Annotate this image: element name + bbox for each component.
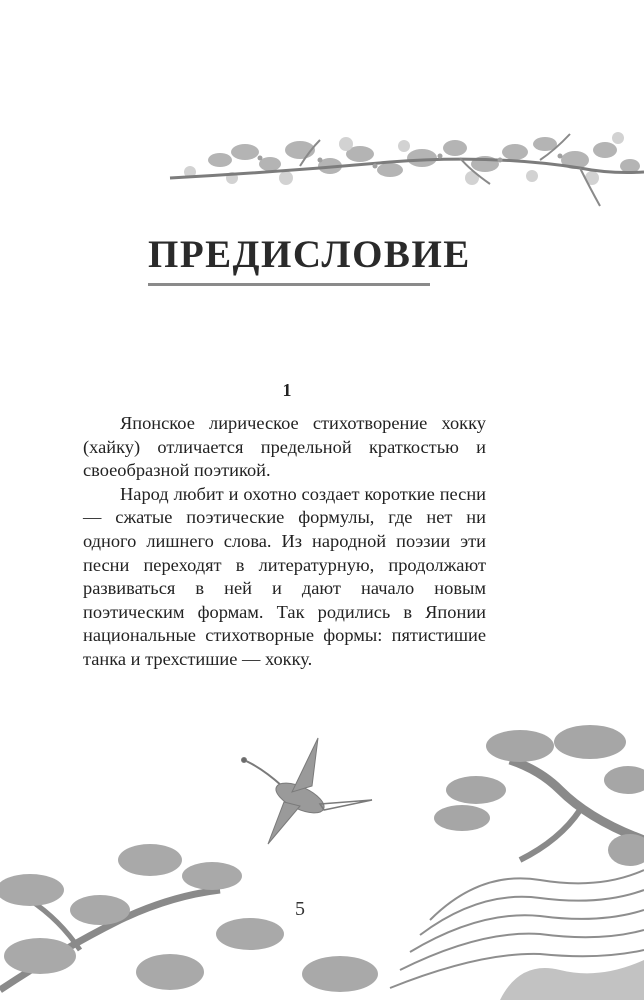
title-underline <box>148 283 430 286</box>
ocean-waves <box>390 870 644 988</box>
crane-bird <box>242 738 373 844</box>
section-number: 1 <box>282 380 292 400</box>
paragraph: Народ любит и охотно создает короткие песни — сжатые поэтические формулы, где нет ни одного лишнего слова. Из народной поэзии эти песни переходят в литературную, продолжают развиваться в ней и дают начало новым поэтическим формам. Так родились в Японии национальные стихотворные формы: пятистишие танка и трехстишие — хокку. <box>83 483 486 669</box>
landscape-illustration <box>0 720 644 1000</box>
page-number: 5 <box>295 898 305 920</box>
body-text <box>83 412 486 672</box>
cherry-blossom-branch-illustration <box>160 120 644 220</box>
chapter-title: ПРЕДИСЛОВИЕ <box>148 233 471 276</box>
paragraph: Японское лирическое стихотворение хокку (хайку) отличается предельной краткостью и своеобразной поэтикой. <box>83 413 486 481</box>
pine-tree-right <box>434 725 644 866</box>
